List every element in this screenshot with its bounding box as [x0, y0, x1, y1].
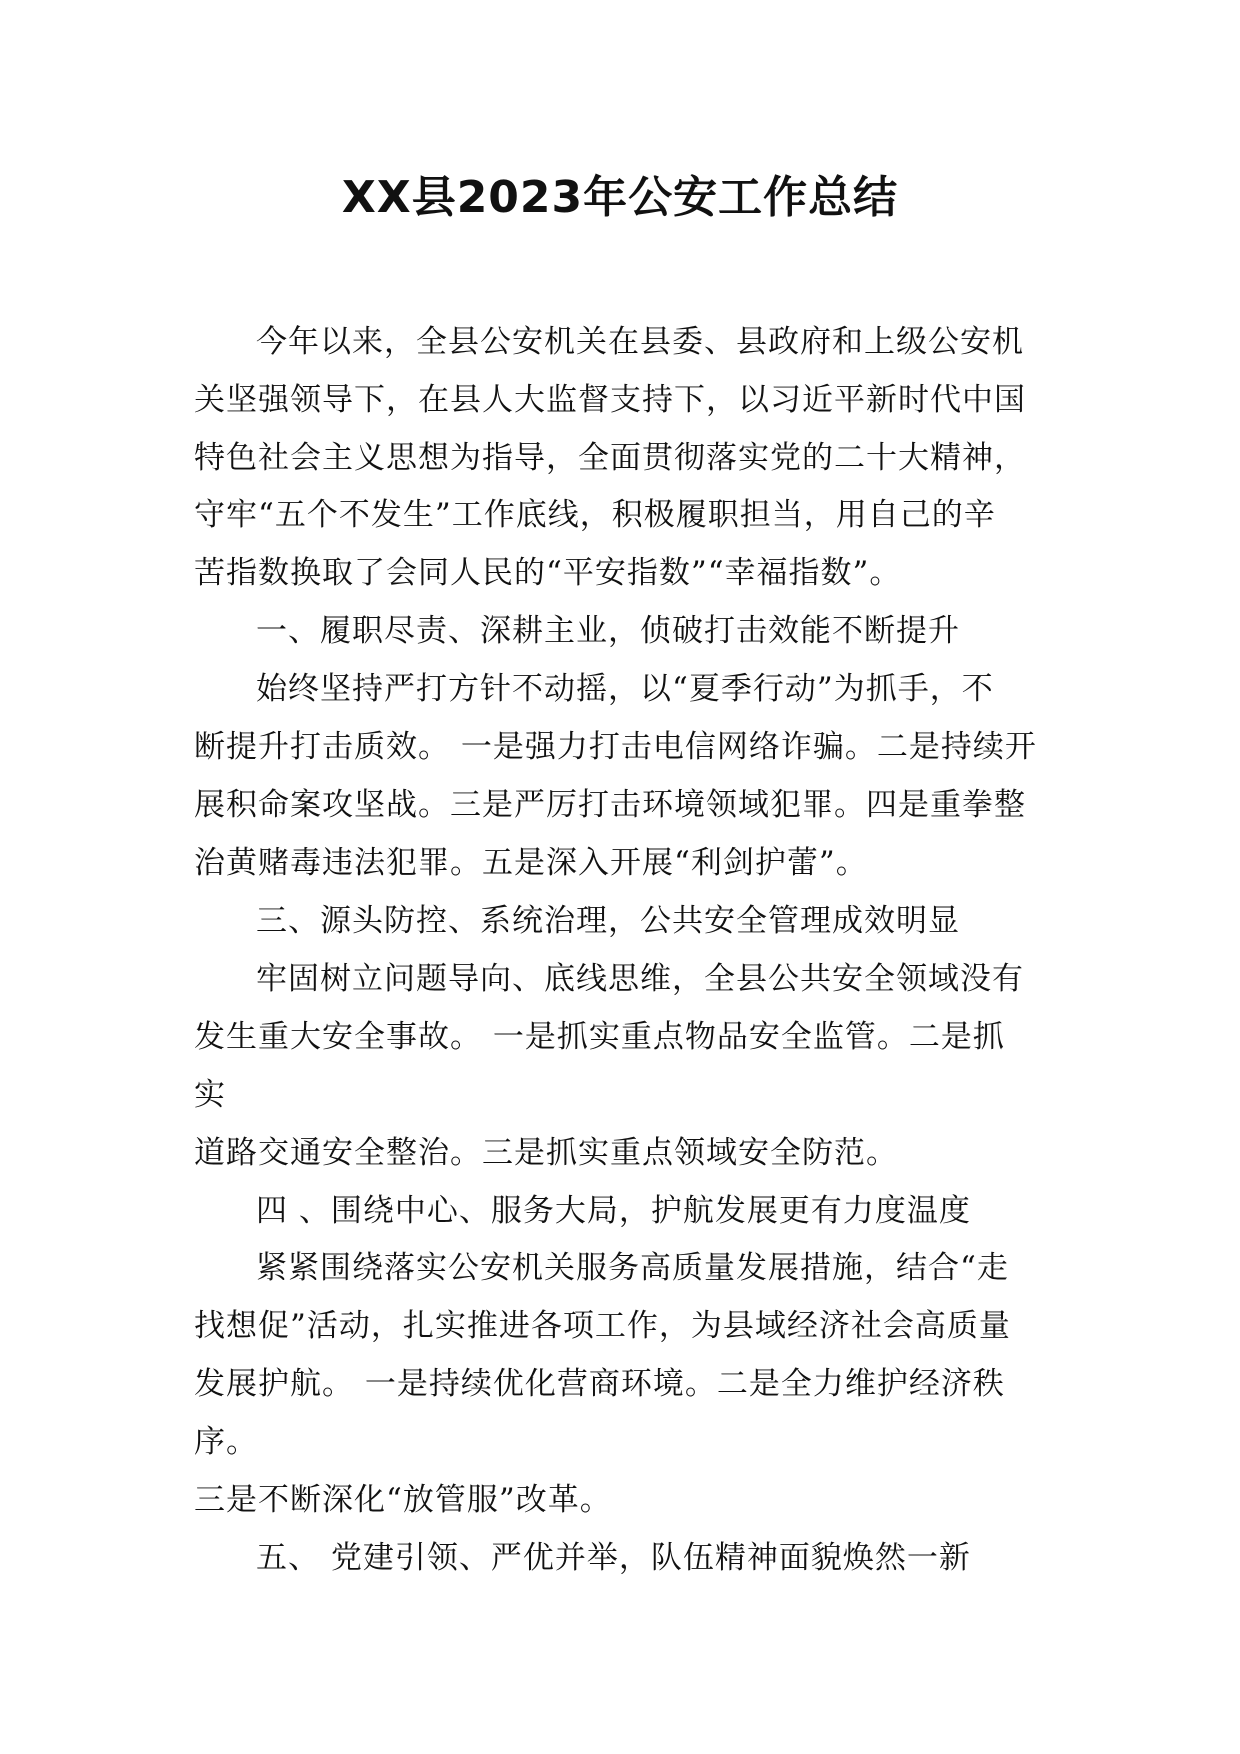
body-line: 发展护航。 一是持续优化营商环境。二是全力维护经济秩 [194, 1366, 1005, 1402]
section-heading: 一、履职尽责、深耕主业，侦破打击效能不断提升 [256, 613, 960, 649]
body-line: 实 [194, 1077, 226, 1113]
body-line: 牢固树立问题导向、底线思维，全县公共安全领域没有 [256, 961, 1024, 997]
body-line: 道路交通安全整治。三是抓实重点领域安全防范。 [194, 1135, 898, 1171]
body-line: 守牢“五个不发生”工作底线，积极履职担当，用自己的辛 [194, 497, 996, 533]
body-line: 治黄赌毒违法犯罪。五是深入开展“利剑护蕾”。 [194, 845, 868, 881]
body-line: 序。 [194, 1424, 258, 1460]
body-line: 找想促”活动，扎实推进各项工作，为县域经济社会高质量 [194, 1308, 1011, 1344]
section-heading: 五、 党建引领、严优并举，队伍精神面貌焕然一新 [256, 1540, 971, 1576]
body-line: 今年以来，全县公安机关在县委、县政府和上级公安机 [256, 324, 1024, 360]
body-line: 发生重大安全事故。 一是抓实重点物品安全监管。二是抓 [194, 1019, 1005, 1055]
document-title: XX县2023年公安工作总结 [341, 172, 899, 223]
body-line: 苦指数换取了会同人民的“平安指数”“幸福指数”。 [194, 555, 902, 591]
body-line: 展积命案攻坚战。三是严厉打击环境领域犯罪。四是重拳整 [194, 787, 1026, 823]
body-line: 三是不断深化“放管服”改革。 [194, 1482, 612, 1518]
body-line: 始终坚持严打方针不动摇，以“夏季行动”为抓手，不 [256, 671, 994, 707]
section-heading: 三、源头防控、系统治理，公共安全管理成效明显 [256, 903, 960, 939]
body-line: 关坚强领导下，在县人大监督支持下，以习近平新时代中国 [194, 382, 1026, 418]
section-heading: 四 、围绕中心、服务大局，护航发展更有力度温度 [256, 1193, 971, 1229]
body-line: 紧紧围绕落实公安机关服务高质量发展措施，结合“走 [256, 1250, 1009, 1286]
body-line: 断提升打击质效。 一是强力打击电信网络诈骗。二是持续开 [194, 729, 1037, 765]
body-line: 特色社会主义思想为指导，全面贯彻落实党的二十大精神， [194, 440, 1026, 476]
